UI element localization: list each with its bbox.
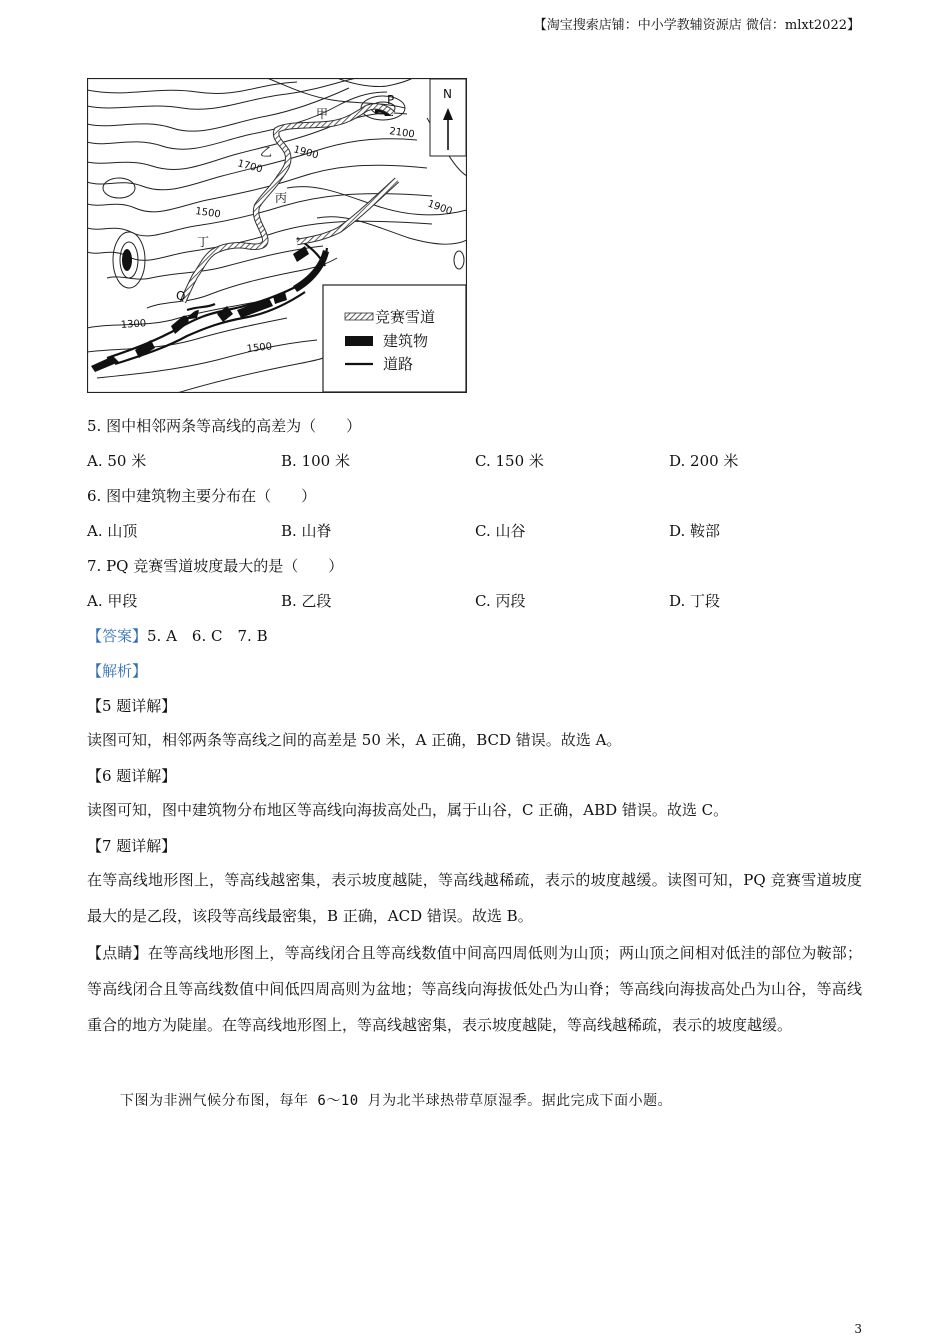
question-7-option-a: A. 甲段: [87, 592, 138, 610]
question-6-option-a: A. 山顶: [87, 522, 138, 540]
segment-bing-label: 丙: [275, 191, 288, 205]
question-6-stem: 6. 图中建筑物主要分布在（ ）: [87, 487, 317, 505]
north-arrow: [430, 79, 466, 156]
question-5-stem: 5. 图中相邻两条等高线的高差为（ ）: [87, 417, 362, 435]
legend-ski-course-label: 竞赛雪道: [375, 308, 436, 326]
contour-label-1900-right: 1900: [425, 198, 454, 218]
question-7-option-b: B. 乙段: [281, 592, 332, 610]
detail-6-title: 【6 题详解】: [87, 767, 177, 785]
question-6-option-c: C. 山谷: [475, 522, 526, 540]
north-arrow-label: N: [443, 87, 452, 101]
contour-label-1500-left: 1500: [194, 206, 222, 221]
question-5-option-d: D. 200 米: [669, 452, 739, 470]
point-q-label: Q: [176, 289, 186, 303]
question-6-option-d: D. 鞍部: [669, 522, 721, 540]
segment-yi-label: 乙: [260, 145, 273, 159]
answer-line: [87, 625, 268, 646]
question-5-option-c: C. 150 米: [475, 452, 544, 470]
analysis-label: 【解析】: [87, 662, 148, 680]
page-header: 【淘宝搜索店铺：中小学教辅资源店 微信：mlxt2022】: [533, 18, 860, 33]
building-icon: [345, 336, 373, 346]
next-section-intro: 下图为非洲气候分布图，每年 6～10 月为北半球热带草原湿季。据此完成下面小题。: [120, 1093, 673, 1109]
question-5-option-b: B. 100 米: [281, 452, 350, 470]
contour-label-1700: 1700: [236, 158, 264, 176]
answer-text: 5. A 6. C 7. B: [147, 627, 268, 645]
legend-road-label: 道路: [383, 355, 414, 373]
segment-ding-label: 丁: [197, 235, 210, 249]
legend-building-label: 建筑物: [383, 332, 429, 350]
page-number: 3: [854, 1322, 862, 1336]
tip-paragraph: [87, 935, 862, 1043]
question-6-option-b: B. 山脊: [281, 522, 332, 540]
detail-5-title: 【5 题详解】: [87, 697, 177, 715]
hatched-track-icon: [345, 313, 373, 320]
point-p-label: P: [387, 93, 395, 107]
tip-label: 【点睛】: [87, 944, 148, 962]
contour-label-1300: 1300: [120, 318, 147, 331]
segment-jia-label: 甲: [316, 107, 329, 121]
question-7-option-c: C. 丙段: [475, 592, 526, 610]
question-5-option-a: A. 50 米: [87, 452, 147, 470]
detail-7-text: 在等高线地形图上，等高线越密集，表示坡度越陡，等高线越稀疏，表示的坡度越缓。读图可知，PQ 竞赛雪道坡度最大的是乙段，该段等高线最密集，B 正确，ACD 错误。故选 B。: [87, 871, 862, 925]
contour-label-1900: 1900: [292, 144, 320, 162]
detail-7-title: 【7 题详解】: [87, 837, 177, 855]
contour-label-1500-bottom: 1500: [246, 341, 273, 355]
contour-map: [87, 78, 467, 393]
tip-text: 在等高线地形图上，等高线闭合且等高线数值中间高四周低则为山顶；两山顶之间相对低洼的部位为鞍部；等高线闭合且等高线数值中间低四周高则为盆地；等高线向海拔低处凸为山脊；等高线向海拔高处凸为山谷，等高线重合的地方为陡崖。在等高线地形图上，等高线越密集，表示坡度越陡，等高线越稀疏，表示的坡度越缓。: [87, 944, 862, 1034]
question-7-stem: 7. PQ 竞赛雪道坡度最大的是（ ）: [87, 557, 344, 575]
contour-label-2100: 2100: [388, 126, 416, 141]
detail-6-text: 读图可知，图中建筑物分布地区等高线向海拔高处凸，属于山谷，C 正确，ABD 错误。故选 C。: [87, 801, 729, 819]
answer-label: 【答案】: [87, 627, 148, 645]
detail-5-text: 读图可知，相邻两条等高线之间的高差是 50 米，A 正确，BCD 错误。故选 A。: [87, 731, 622, 749]
map-legend: [323, 285, 466, 392]
question-7-option-d: D. 丁段: [669, 592, 721, 610]
